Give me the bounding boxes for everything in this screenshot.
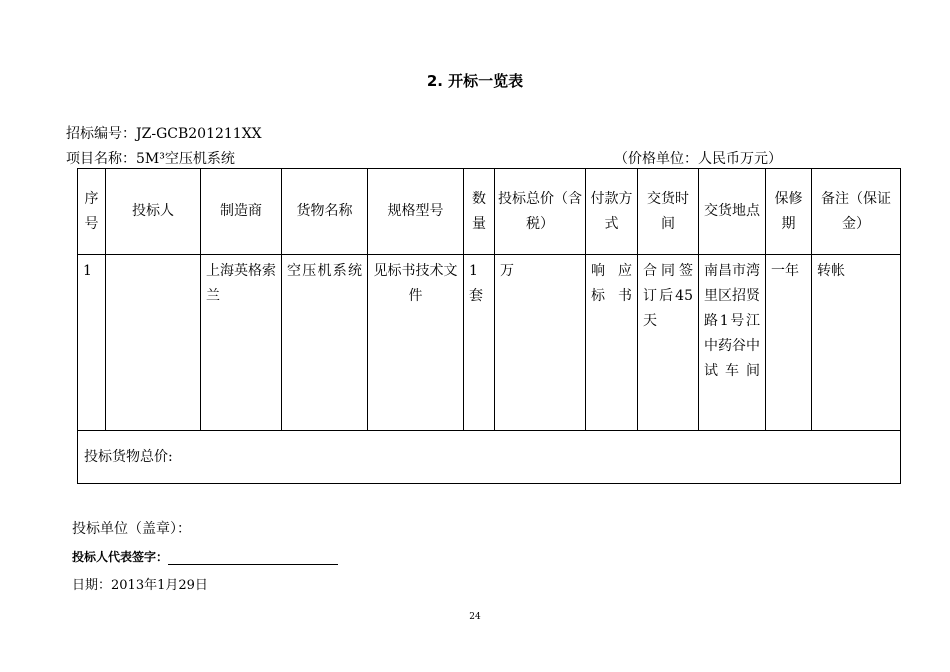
cell-manufacturer: 上海英格索兰: [201, 255, 282, 431]
cell-delivery-time: 合同签订后45天: [638, 255, 699, 431]
header-cell: 投标总价（含税）: [495, 169, 586, 255]
total-row: [78, 431, 901, 484]
header-cell: 数量: [464, 169, 495, 255]
table-header-row: [78, 169, 901, 255]
cell-spec: 见标书技术文件: [368, 255, 464, 431]
table-row: [78, 255, 901, 431]
cell-total-price: 万: [495, 255, 586, 431]
date-line: 日期：2013年1月29日: [72, 578, 208, 593]
price-unit: （价格单位：人民币万元）: [614, 151, 782, 167]
cell-payment: 响应标书: [586, 255, 638, 431]
header-cell: 制造商: [201, 169, 282, 255]
header-cell: 付款方式: [586, 169, 638, 255]
header-cell: 保修期: [766, 169, 812, 255]
bid-opening-table: [77, 168, 901, 484]
representative-signature-label: 投标人代表签字：: [72, 550, 169, 564]
cell-delivery-place: 南昌市湾里区招贤路1号江中药谷中试车间: [699, 255, 766, 431]
header-cell: 规格型号: [368, 169, 464, 255]
page-number: 24: [469, 612, 481, 622]
cell-remark: 转帐: [812, 255, 901, 431]
page-title: 2. 开标一览表: [426, 72, 524, 90]
total-label: 投标货物总价:: [78, 431, 901, 484]
cell-warranty: 一年: [766, 255, 812, 431]
cell-no: 1: [78, 255, 106, 431]
header-cell: 备注（保证金）: [812, 169, 901, 255]
cell-qty: 1套: [464, 255, 495, 431]
cell-goods: 空压机系统: [282, 255, 368, 431]
header-cell: 交货时间: [638, 169, 699, 255]
header-cell: 序号: [78, 169, 106, 255]
bidder-unit-label: 投标单位（盖章）：: [72, 521, 191, 537]
cell-bidder: [106, 255, 201, 431]
header-cell: 投标人: [106, 169, 201, 255]
signature-line: [168, 552, 338, 565]
header-cell: 货物名称: [282, 169, 368, 255]
representative-signature: [72, 548, 338, 565]
header-cell: 交货地点: [699, 169, 766, 255]
tender-number: 招标编号：JZ-GCB201211XX: [66, 126, 262, 142]
project-name: 项目名称：5M³空压机系统: [66, 151, 235, 167]
